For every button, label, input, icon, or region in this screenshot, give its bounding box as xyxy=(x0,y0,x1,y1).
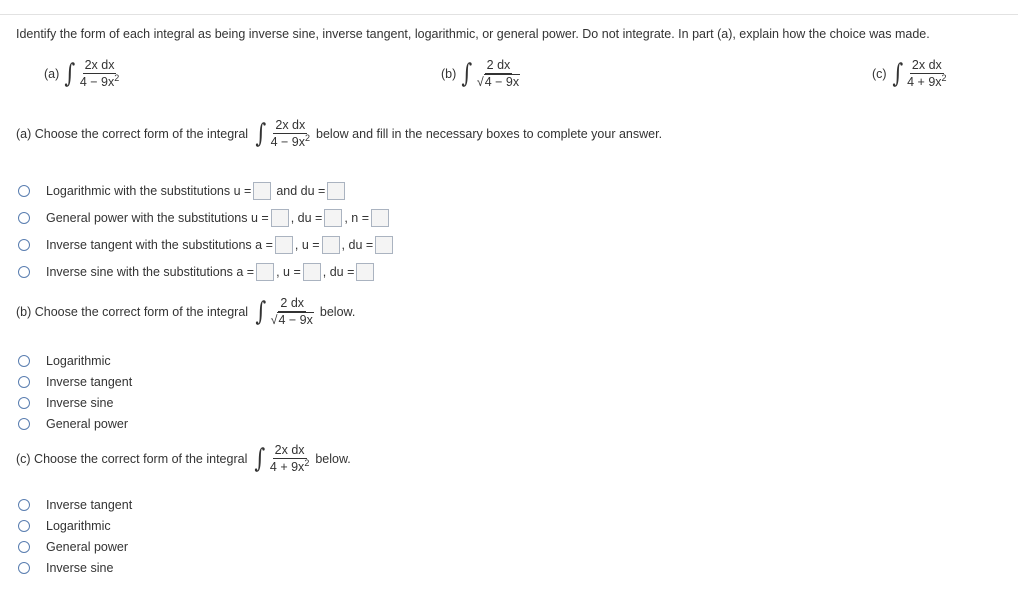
integral-sign-icon: ∫ xyxy=(255,118,267,149)
top-divider xyxy=(0,14,1018,15)
integral-c-fraction xyxy=(905,58,948,89)
instructions: Identify the form of each integral as being inverse sine, inverse tangent, logarithmic, or general power. Do not integrate. In part (a), explain how the choice was made. xyxy=(16,27,930,41)
answer-box-a[interactable] xyxy=(256,263,274,281)
part-a-numerator: 2x dx xyxy=(275,118,306,132)
radio-button[interactable] xyxy=(18,541,30,553)
integral-sign-icon: ∫ xyxy=(64,58,76,89)
integral-b-label: (b) xyxy=(441,66,457,81)
option-text: , u = xyxy=(294,238,320,252)
part-a-denominator xyxy=(269,134,312,149)
option-label: Inverse tangent xyxy=(46,497,133,512)
option-label: Inverse sine xyxy=(46,395,114,410)
option-text: Inverse sine with the substitutions a = xyxy=(46,265,255,279)
part-c-option-4[interactable] xyxy=(18,557,132,578)
integral-a-numerator: 2x dx xyxy=(84,58,115,72)
part-b-prompt-after: below. xyxy=(319,304,356,319)
radio-button[interactable] xyxy=(18,266,30,278)
part-c-den-exp: 2 xyxy=(304,457,310,468)
radio-button[interactable] xyxy=(18,499,30,511)
answer-box-du[interactable] xyxy=(327,182,345,200)
radio-button[interactable] xyxy=(18,355,30,367)
part-b-den-inner: 4 − 9x xyxy=(278,313,313,327)
integral-sign-icon: ∫ xyxy=(255,296,267,327)
integral-c-den-exp: 2 xyxy=(941,72,947,83)
answer-box-u[interactable] xyxy=(322,236,340,254)
part-b-option-3[interactable] xyxy=(18,392,132,413)
part-c-options xyxy=(18,494,132,578)
radio-button[interactable] xyxy=(18,562,30,574)
part-a-option-3[interactable] xyxy=(18,236,395,254)
part-b-fraction xyxy=(269,296,316,327)
part-c-option-2[interactable] xyxy=(18,515,132,536)
part-a-fraction xyxy=(269,118,312,149)
part-b-denominator xyxy=(269,312,316,327)
integral-b-denominator xyxy=(475,74,522,89)
option-label: General power xyxy=(46,539,128,554)
integral-b xyxy=(441,58,522,89)
radio-button[interactable] xyxy=(18,212,30,224)
option-label: General power xyxy=(46,416,128,431)
part-a-prompt xyxy=(16,118,662,149)
answer-box-a[interactable] xyxy=(275,236,293,254)
integral-c xyxy=(872,58,949,89)
option-label: Inverse tangent xyxy=(46,374,133,389)
part-b-option-1[interactable] xyxy=(18,350,132,371)
part-a-prompt-after: below and fill in the necessary boxes to complete your answer. xyxy=(316,126,663,141)
answer-box-u[interactable] xyxy=(303,263,321,281)
part-c-fraction xyxy=(268,443,311,474)
integral-sign-icon: ∫ xyxy=(461,58,473,89)
answer-box-du[interactable] xyxy=(356,263,374,281)
part-b-prompt-before: (b) Choose the correct form of the integral xyxy=(16,304,249,319)
option-text: Logarithmic with the substitutions u = xyxy=(46,184,252,198)
sqrt-icon: √ xyxy=(476,75,484,89)
part-b-numerator: 2 dx xyxy=(280,296,305,310)
part-a-option-4[interactable] xyxy=(18,263,376,281)
part-a-prompt-before: (a) Choose the correct form of the integral xyxy=(16,126,249,141)
radio-button[interactable] xyxy=(18,185,30,197)
answer-box-u[interactable] xyxy=(271,209,289,227)
option-label: Logarithmic xyxy=(46,353,111,368)
sqrt-icon: √ xyxy=(270,313,278,327)
integral-a-den-base: 4 − 9x xyxy=(79,75,115,89)
part-b-prompt xyxy=(16,296,355,327)
answer-box-u[interactable] xyxy=(253,182,271,200)
part-c-prompt-after: below. xyxy=(315,451,351,466)
part-b-options xyxy=(18,350,132,434)
integral-a-denominator xyxy=(78,74,121,89)
option-text: and du = xyxy=(276,184,326,198)
integral-a-den-exp: 2 xyxy=(114,72,120,83)
integral-a-fraction xyxy=(78,58,121,89)
option-text: General power with the substitutions u = xyxy=(46,211,269,225)
radio-button[interactable] xyxy=(18,376,30,388)
integral-c-numerator: 2x dx xyxy=(911,58,942,72)
part-c-option-1[interactable] xyxy=(18,494,132,515)
part-a-den-exp: 2 xyxy=(305,132,311,143)
part-c-den-base: 4 + 9x xyxy=(269,460,305,474)
part-a-den-base: 4 − 9x xyxy=(270,135,306,149)
radio-button[interactable] xyxy=(18,520,30,532)
answer-box-du[interactable] xyxy=(324,209,342,227)
part-b-option-4[interactable] xyxy=(18,413,132,434)
part-c-prompt xyxy=(16,443,351,474)
option-text: , du = xyxy=(322,265,355,279)
integral-a xyxy=(44,58,121,89)
integral-c-label: (c) xyxy=(872,66,887,81)
option-text: , n = xyxy=(344,211,369,225)
integral-sign-icon: ∫ xyxy=(891,58,903,89)
option-text: , u = xyxy=(276,265,301,279)
radio-button[interactable] xyxy=(18,239,30,251)
answer-box-n[interactable] xyxy=(371,209,389,227)
part-c-denominator xyxy=(268,459,311,474)
option-text: , du = xyxy=(341,238,374,252)
radio-button[interactable] xyxy=(18,397,30,409)
option-text: Inverse tangent with the substitutions a = xyxy=(46,238,273,252)
part-c-prompt-before: (c) Choose the correct form of the integral xyxy=(16,451,248,466)
option-label: Inverse sine xyxy=(46,560,114,575)
radio-button[interactable] xyxy=(18,418,30,430)
part-a-option-1[interactable] xyxy=(18,182,347,200)
answer-box-du[interactable] xyxy=(375,236,393,254)
integral-sign-icon: ∫ xyxy=(254,443,266,474)
part-c-numerator: 2x dx xyxy=(274,443,305,457)
integral-c-denominator xyxy=(905,74,948,89)
integral-b-numerator: 2 dx xyxy=(486,58,511,72)
part-b-option-2[interactable] xyxy=(18,371,132,392)
integral-c-den-base: 4 + 9x xyxy=(907,75,942,89)
option-text: , du = xyxy=(290,211,323,225)
integral-b-fraction xyxy=(475,58,522,89)
part-c-option-3[interactable] xyxy=(18,536,132,557)
option-label: Logarithmic xyxy=(46,518,111,533)
integral-b-den-inner: 4 − 9x xyxy=(484,75,520,89)
part-a-option-2[interactable] xyxy=(18,209,391,227)
integral-a-label: (a) xyxy=(44,66,60,81)
